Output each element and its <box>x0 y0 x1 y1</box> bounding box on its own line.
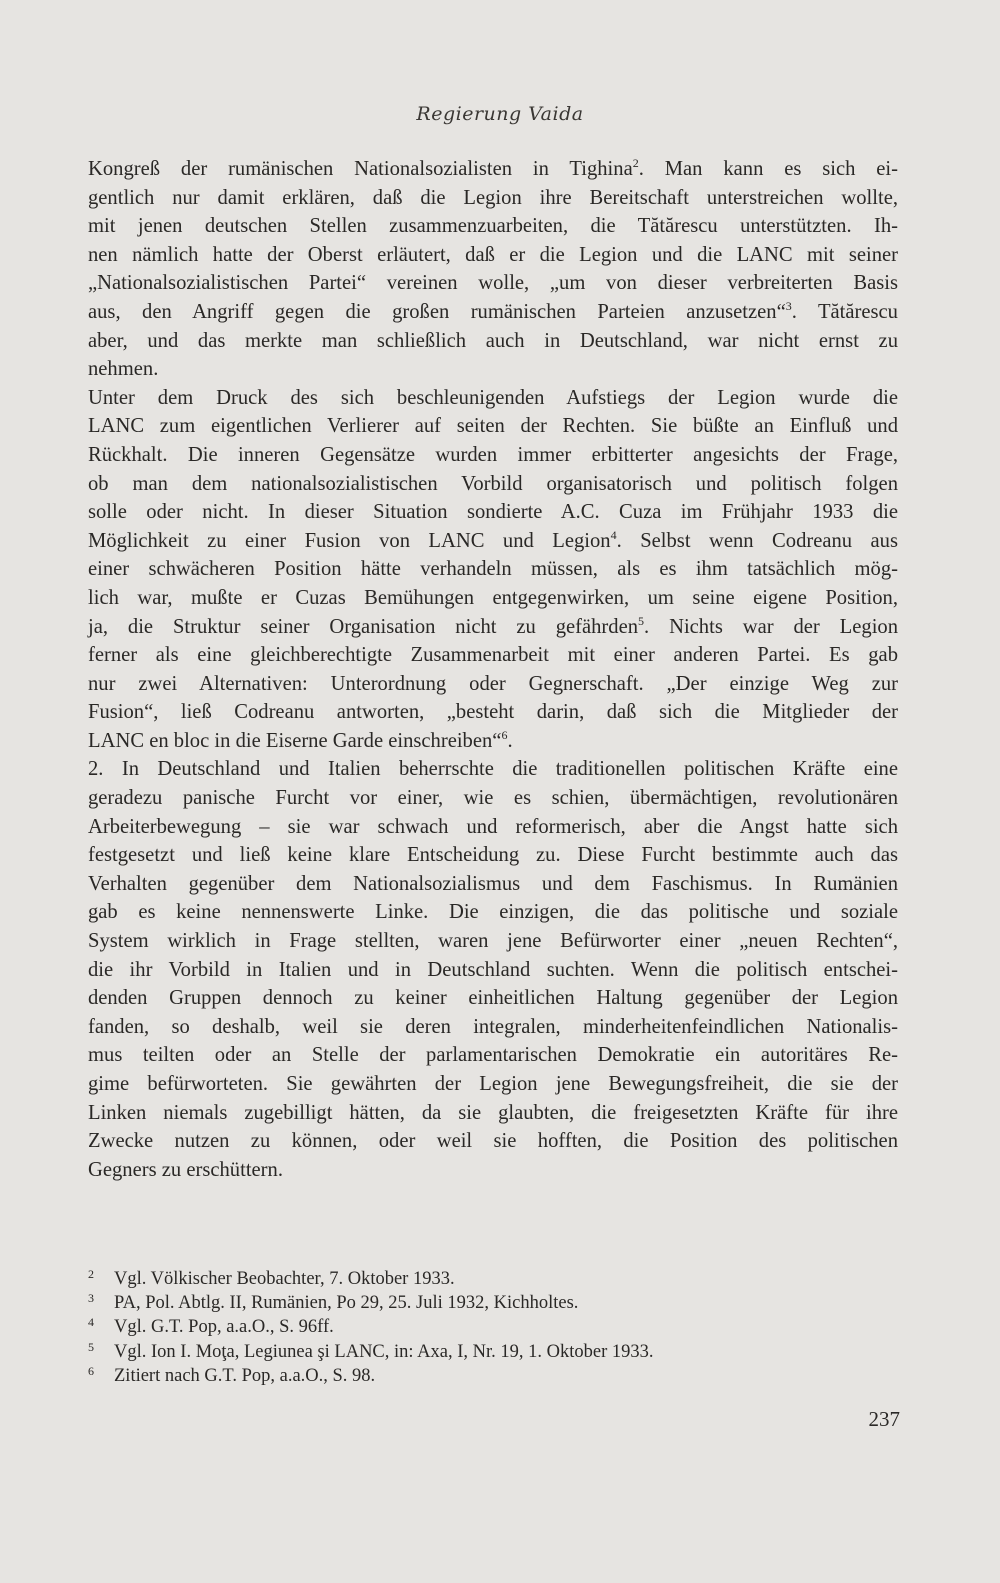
footnote-text: Zitiert nach G.T. Pop, a.a.O., S. 98. <box>114 1365 376 1386</box>
text-line: aber, und das merkte man schließlich auch in Deutschland, war nicht ernst zu <box>88 329 898 352</box>
text-line: Unter dem Druck des sich beschleunigenden Aufstiegs der Legion wurde die <box>88 386 898 409</box>
footnote-text: PA, Pol. Abtlg. II, Rumänien, Po 29, 25. Juli 1932, Kichholtes. <box>114 1293 579 1314</box>
text-line: lich war, mußte er Cuzas Bemühungen entgegenwirken, um seine eigene Position, <box>88 586 898 609</box>
text-line: gentlich nur damit erklären, daß die Legion ihre Bereitschaft unterstreichen wollte, <box>88 186 898 209</box>
text-line <box>88 298 898 327</box>
body-text <box>88 155 898 1184</box>
text-span: . Nichts war der Legion <box>644 615 899 638</box>
footnote-number: 3 <box>88 1291 94 1306</box>
text-line: gab es keine nennenswerte Linke. Die einzigen, die das politische und soziale <box>88 901 898 924</box>
text-span: Möglichkeit zu einer Fusion von LANC und Legion <box>88 529 611 552</box>
footnote-number: 2 <box>88 1267 94 1281</box>
footnotes <box>88 1268 848 1389</box>
text-line: nur zwei Alternativen: Unterordnung oder Gegnerschaft. „Der einzige Weg zur <box>88 672 898 695</box>
text-line: Rückhalt. Die inneren Gegensätze wurden immer erbitterter angesichts der Frage, <box>88 443 898 466</box>
running-head: Regierung Vaida <box>416 103 584 125</box>
text-line: Fusion“, ließ Codreanu antworten, „besteht darin, daß sich die Mitglieder der <box>88 701 898 724</box>
text-line: Gegners zu erschüttern. <box>88 1158 283 1181</box>
page-number: 237 <box>868 1407 900 1431</box>
text-line: die ihr Vorbild in Italien und in Deutschland suchten. Wenn die politisch entschei- <box>88 958 898 981</box>
text-line: System wirklich in Frage stellten, waren jene Befürworter einer „neuen Rechten“, <box>88 930 898 953</box>
footnote-number: 4 <box>88 1315 94 1330</box>
text-line: gime befürworteten. Sie gewährten der Legion jene Bewegungsfreiheit, die sie der <box>88 1073 898 1095</box>
footnote <box>88 1365 848 1389</box>
text-span: . Man kann es sich ei- <box>638 158 899 180</box>
text-line: Verhalten gegenüber dem Nationalsozialismus und dem Faschismus. In Rumänien <box>88 872 898 895</box>
text-line: mus teilten oder an Stelle der parlamentarischen Demokratie ein autoritäres Re- <box>88 1044 898 1067</box>
text-line: 2. In Deutschland und Italien beherrschte die traditionellen politischen Kräfte eine <box>88 758 898 781</box>
footnote-ref: 4 <box>610 527 617 542</box>
text-line <box>88 613 898 642</box>
text-line: nehmen. <box>88 358 159 381</box>
text-line: „Nationalsozialistischen Partei“ vereinen wolle, „um von dieser verbreiterten Basis <box>88 272 898 295</box>
text-line: Linken niemals zugebilligt hätten, da sie glaubten, die freigesetzten Kräfte für ihre <box>88 1101 898 1124</box>
text-span: LANC en bloc in die Eiserne Garde einschreiben“ <box>88 729 502 752</box>
text-line: geradezu panische Furcht vor einer, wie es schien, übermächtigen, revolutionären <box>88 787 898 810</box>
footnote-text: Vgl. Völkischer Beobachter, 7. Oktober 1933. <box>114 1269 455 1289</box>
text-span: . Tătărescu <box>791 300 898 323</box>
footnote <box>88 1292 848 1316</box>
text-line: ferner als eine gleichberechtigte Zusammenarbeit mit einer anderen Partei. Es gab <box>88 644 898 667</box>
text-line: Arbeiterbewegung – sie war schwach und reformerisch, aber die Angst hatte sich <box>88 815 898 838</box>
footnote-number: 6 <box>88 1363 94 1378</box>
footnote <box>88 1341 848 1365</box>
footnote-text: Vgl. Ion I. Moţa, Legiunea şi LANC, in: Axa, I, Nr. 19, 1. Oktober 1933. <box>114 1341 654 1362</box>
text-span: Kongreß der rumänischen Nationalsozialisten in Tighina <box>88 158 633 180</box>
text-line <box>88 527 898 556</box>
footnote <box>88 1268 848 1292</box>
text-span: ja, die Struktur seiner Organisation nicht zu gefährden <box>88 615 639 638</box>
text-line: denden Gruppen dennoch zu keiner einheitlichen Haltung gegenüber der Legion <box>88 987 898 1010</box>
text-span: . Selbst wenn Codreanu aus <box>616 529 898 552</box>
text-line: festgesetzt und ließ keine klare Entscheidung zu. Diese Furcht bestimmte auch das <box>88 844 898 867</box>
text-line <box>88 155 898 184</box>
text-line: mit jenen deutschen Stellen zusammenzuarbeiten, die Tătărescu unterstützten. Ih- <box>88 215 898 238</box>
text-span: . <box>507 729 513 752</box>
footnote-text: Vgl. G.T. Pop, a.a.O., S. 96ff. <box>114 1317 334 1338</box>
text-line: einer schwächeren Position hätte verhandeln müssen, als es ihm tatsächlich mög- <box>88 558 898 581</box>
paragraph-2 <box>88 384 898 756</box>
text-line: solle oder nicht. In dieser Situation sondierte A.C. Cuza im Frühjahr 1933 die <box>88 501 898 524</box>
footnote-number: 5 <box>88 1339 94 1354</box>
footnote-ref: 3 <box>785 299 792 314</box>
footnote-ref: 6 <box>501 728 508 743</box>
footnote <box>88 1316 848 1340</box>
paragraph-1 <box>88 155 898 384</box>
text-line: Zwecke nutzen zu können, oder weil sie hofften, die Position des politischen <box>88 1130 898 1153</box>
text-line <box>88 727 898 756</box>
footnote-ref: 5 <box>638 613 645 628</box>
text-line: LANC zum eigentlichen Verlierer auf seiten der Rechten. Sie büßte an Einfluß und <box>88 415 898 438</box>
paragraph-3 <box>88 755 898 1184</box>
text-line: nen nämlich hatte der Oberst erläutert, daß er die Legion und die LANC mit seiner <box>88 243 898 266</box>
text-span: aus, den Angriff gegen die großen rumänischen Parteien anzusetzen“ <box>88 300 786 323</box>
footnote-ref: 2 <box>632 156 639 171</box>
text-line: fanden, so deshalb, weil sie deren integralen, minderheitenfeindlichen Nationalis- <box>88 1015 898 1038</box>
text-line: ob man dem nationalsozialistischen Vorbild organisatorisch und politisch folgen <box>88 472 898 495</box>
